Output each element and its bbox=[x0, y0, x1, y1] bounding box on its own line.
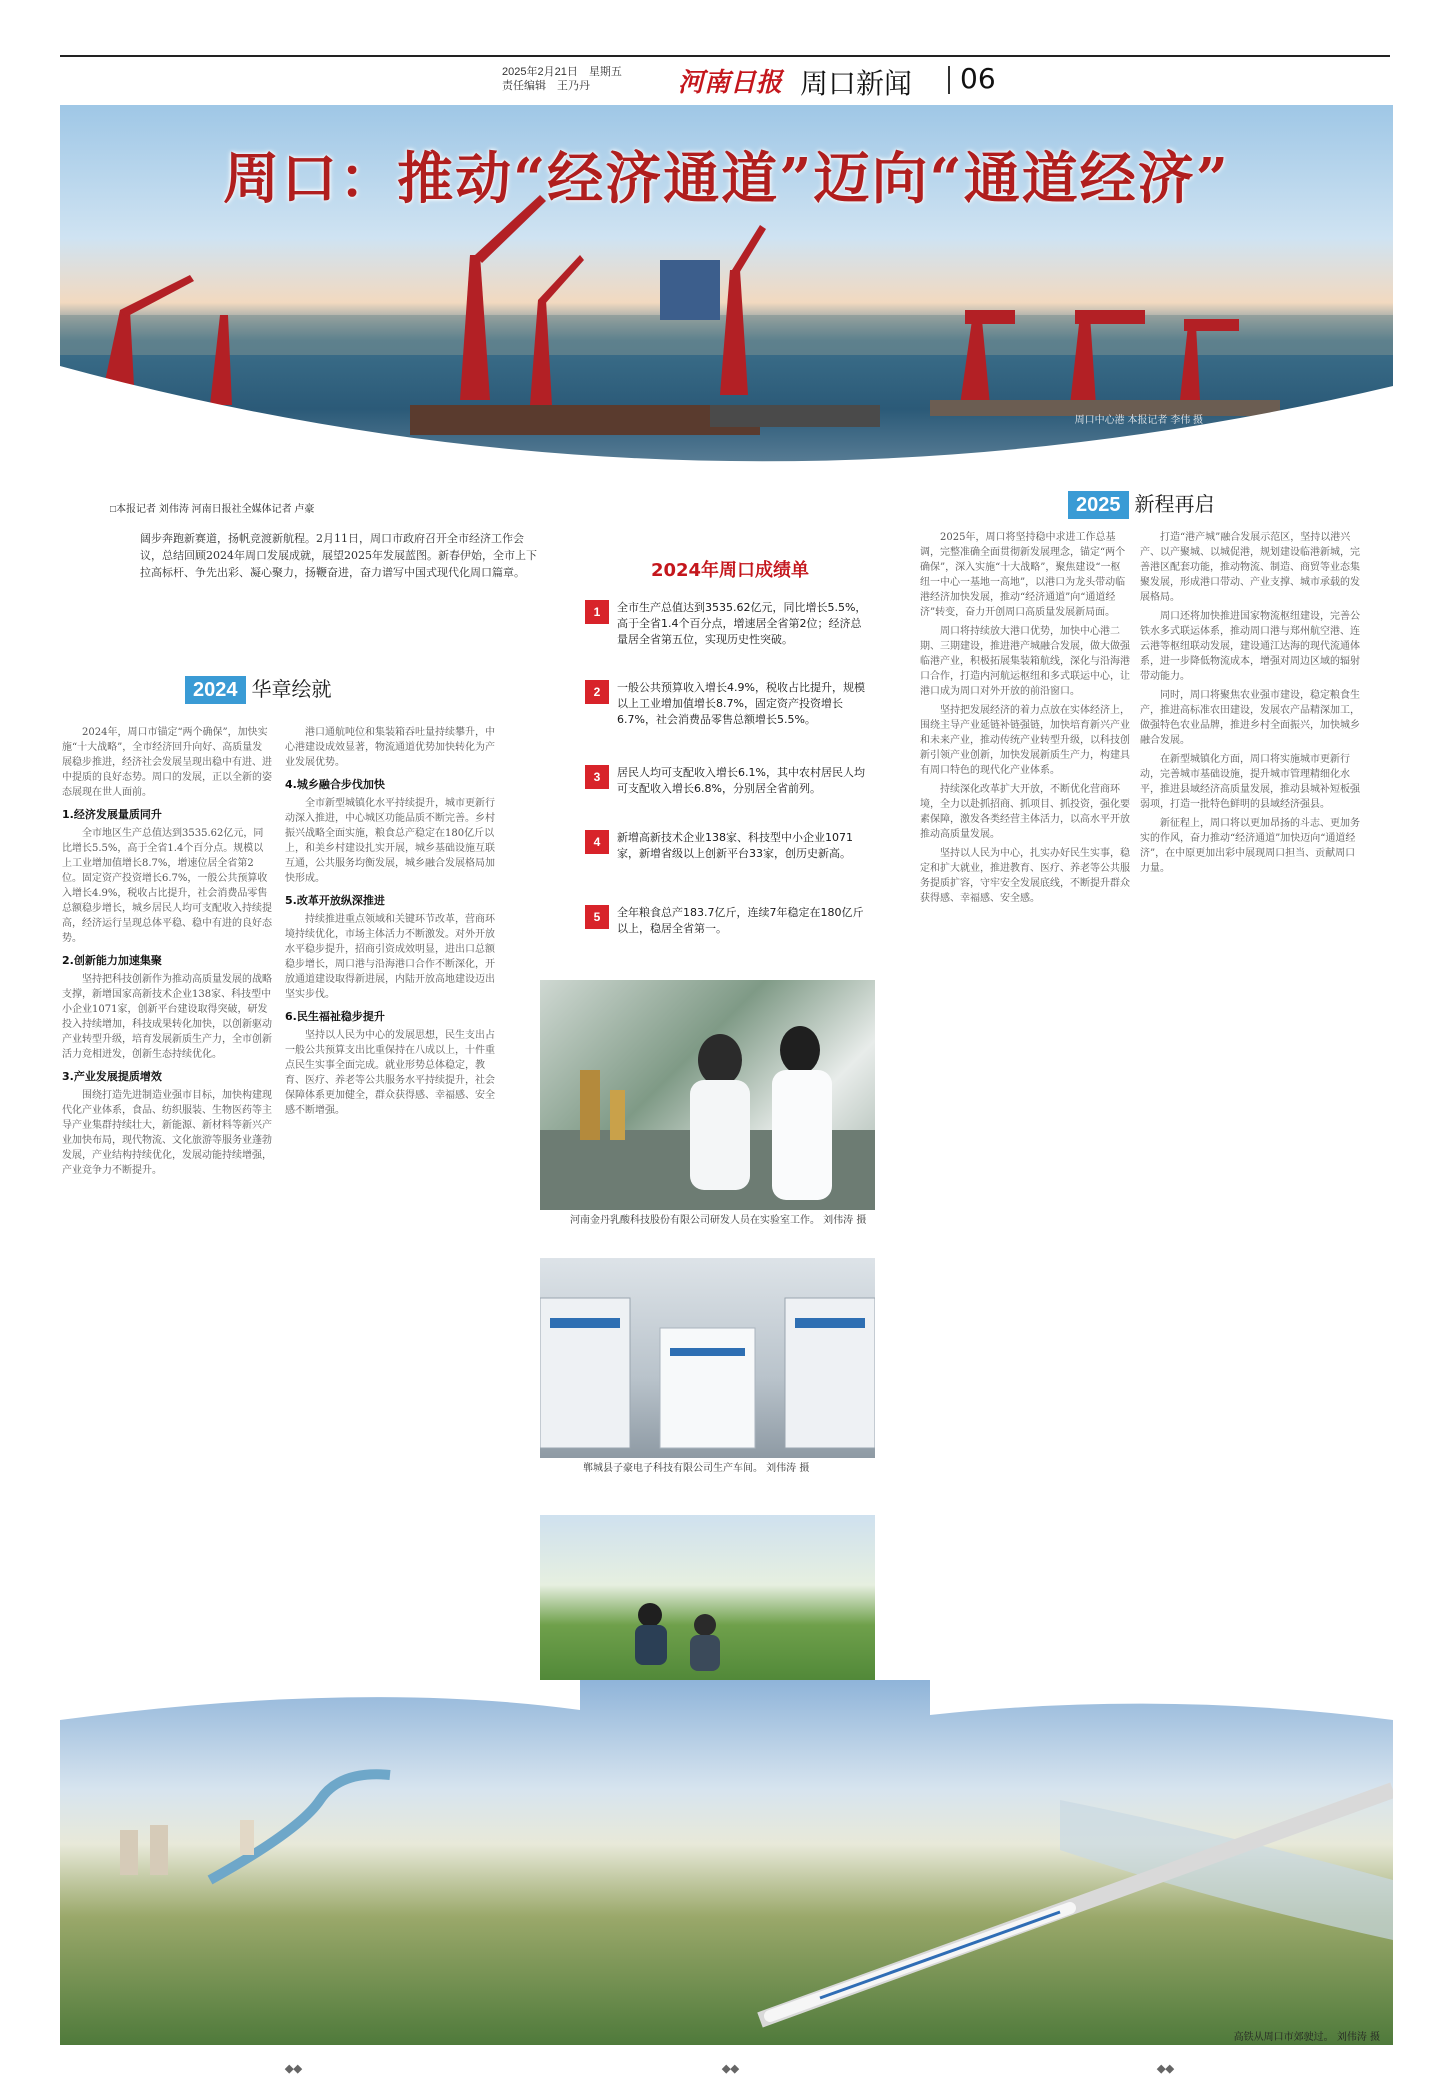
achievement-text: 居民人均可支配收入增长6.1%，其中农村居民人均可支配收入增长6.8%，分别居全省前列。 bbox=[617, 766, 865, 795]
achievement-number: 5 bbox=[585, 905, 609, 929]
newspaper-logo: 河南日报 bbox=[678, 68, 783, 98]
masthead bbox=[490, 60, 1050, 100]
paragraph: 2025年，周口将坚持稳中求进工作总基调，完整准确全面贯彻新发展理念，锚定“两个确保”，深入实施“十大战略”，聚焦建设“一枢纽一中心一基地一高地”，以港口为龙头带动临港经济加快发展，推动“经济通道”向“通道经济”转变，奋力开创周口高质量发展新局面。 bbox=[920, 532, 1126, 618]
railway-aerial-photo bbox=[60, 1680, 1393, 2045]
masthead-divider bbox=[948, 66, 950, 94]
intro-paragraph: 阔步奔跑新赛道，扬帆竞渡新航程。2月11日，周口市政府召开全市经济工作会议，总结回顾2024年周口发展成就，展望2025年发展蓝图。新春伊始，全市上下拉高标杆、争先出彩、凝心聚力，扬鞭奋进，奋力谱写中国式现代化周口篇章。 bbox=[140, 532, 537, 579]
paragraph: 坚持以人民为中心的发展思想，民生支出占一般公共预算支出比重保持在八成以上，十件重点民生实事全面完成。就业形势总体稳定，教育、医疗、养老等公共服务水平持续提升，社会保障体系更加健全，群众获得感、幸福感、安全感不断增强。 bbox=[285, 1030, 495, 1116]
achievement-text: 新增高新技术企业138家、科技型中小企业1071家，新增省级以上创新平台33家，创历史新高。 bbox=[617, 831, 853, 860]
factory-photo-caption: 郸城县子豪电子科技有限公司生产车间。 刘伟涛 摄 bbox=[583, 1463, 810, 1474]
subheading: 1.经济发展量质同升 bbox=[62, 808, 162, 821]
achievement-text: 全年粮食总产183.7亿斤，连续7年稳定在180亿斤以上，稳居全省第一。 bbox=[617, 906, 864, 935]
paragraph: 围绕打造先进制造业强市目标，加快构建现代化产业体系，食品、纺织服装、生物医药等主导产业集群持续壮大，新能源、新材料等新兴产业加快布局，现代物流、文化旅游等服务业蓬勃发展，产业结构持续优化，发展动能持续增强，产业竞争力不断提升。 bbox=[62, 1090, 272, 1176]
section-title: 华章绘就 bbox=[251, 677, 332, 701]
railway-scene-illustration bbox=[60, 1680, 1393, 2045]
byline: □本报记者 刘伟涛 河南日报社全媒体记者 卢豪 bbox=[110, 504, 315, 515]
achievement-text: 一般公共预算收入增长4.9%，税收占比提升，规模以上工业增加值增长8.7%，固定资产投资增长6.7%，社会消费品零售总额增长5.5%。 bbox=[617, 681, 865, 726]
paragraph: 打造“港产城”融合发展示范区，坚持以港兴产、以产聚城、以城促港，规划建设临港新城，完善港区配套功能，推动物流、制造、商贸等业态集聚发展，形成港口带动、产业支撑、城市承载的发展格局。 bbox=[1140, 532, 1360, 603]
subheading: 5.改革开放纵深推进 bbox=[285, 894, 385, 907]
paragraph: 周口将持续放大港口优势，加快中心港二期、三期建设，推进港产城融合发展，做大做强临港产业，积极拓展集装箱航线，深化与沿海港口合作，打造内河航运枢纽和多式联运中心，让港口成为周口对外开放的前沿窗口。 bbox=[920, 626, 1130, 697]
footer-marker: ◆◆ bbox=[285, 2063, 302, 2075]
achievement-number: 3 bbox=[585, 765, 609, 789]
section-year: 2025 bbox=[1068, 491, 1129, 519]
section-year: 2024 bbox=[185, 676, 246, 704]
achievement-number: 2 bbox=[585, 680, 609, 704]
hero-photo bbox=[60, 105, 1393, 485]
date-line bbox=[502, 65, 622, 93]
paragraph: 持续推进重点领域和关键环节改革，营商环境持续优化，市场主体活力不断激发。对外开放水平稳步提升，招商引资成效明显，进出口总额稳步增长，周口港与沿海港口合作不断深化，开放通道建设取得新进展，内陆开放高地建设迈出坚实步伐。 bbox=[285, 914, 495, 1000]
paragraph: 同时，周口将聚焦农业强市建设，稳定粮食生产，推进高标准农田建设，发展农产品精深加工，做强特色农业品牌，推进乡村全面振兴，加快城乡融合发展。 bbox=[1140, 690, 1360, 746]
paragraph: 2024年，周口市锚定“两个确保”，加快实施“十大战略”，全市经济回升向好、高质量发展稳步推进，经济社会发展呈现出稳中有进、进中提质的良好态势。周口的发展，正以全新的姿态展现在世人面前。 bbox=[62, 727, 272, 798]
lab-photo-caption: 河南金丹乳酸科技股份有限公司研发人员在实验室工作。 刘伟涛 摄 bbox=[570, 1215, 867, 1226]
subheading: 6.民生福祉稳步提升 bbox=[285, 1010, 385, 1023]
subheading: 2.创新能力加速集聚 bbox=[62, 954, 162, 967]
paragraph: 在新型城镇化方面，周口将实施城市更新行动，完善城市基础设施，提升城市管理精细化水平，推进县域经济高质量发展，推动县城补短板强弱项，打造一批特色鲜明的县域经济强县。 bbox=[1140, 754, 1360, 810]
editor-text: 责任编辑 王乃丹 bbox=[502, 80, 590, 92]
section-2024-heading bbox=[185, 675, 332, 703]
paragraph: 坚持把科技创新作为推动高质量发展的战略支撑，新增国家高新技术企业138家、科技型中小企业1071家，创新平台建设取得突破，研发投入持续增加，科技成果转化加快，以创新驱动产业转型升级，培育发展新质生产力，全市创新活力竞相迸发，创新生态持续优化。 bbox=[62, 974, 272, 1060]
section-name: 周口新闻 bbox=[800, 67, 913, 100]
page-number: 06 bbox=[960, 62, 996, 95]
lab-photo bbox=[540, 980, 875, 1210]
date-text: 2025年2月21日 星期五 bbox=[502, 66, 622, 78]
paragraph: 全市新型城镇化水平持续提升，城市更新行动深入推进，中心城区功能品质不断完善。乡村振兴战略全面实施，粮食总产稳定在180亿斤以上，和美乡村建设扎实开展，城乡基础设施互联互通，公共服务均衡发展，城乡融合发展格局加快形成。 bbox=[285, 798, 495, 884]
paragraph: 坚持以人民为中心，扎实办好民生实事，稳定和扩大就业，推进教育、医疗、养老等公共服务提质扩容，守牢安全发展底线，不断提升群众获得感、幸福感、安全感。 bbox=[920, 848, 1130, 904]
factory-photo bbox=[540, 1258, 875, 1458]
article-column-1 bbox=[62, 725, 272, 1605]
subheading: 3.产业发展提质增效 bbox=[62, 1070, 162, 1083]
footer-marker: ◆◆ bbox=[722, 2063, 739, 2075]
achievements-title: 2024年周口成绩单 bbox=[650, 560, 810, 581]
paragraph: 港口通航吨位和集装箱吞吐量持续攀升，中心港建设成效显著，物流通道优势加快转化为产业发展优势。 bbox=[285, 727, 495, 768]
lab-scene-illustration bbox=[540, 980, 875, 1210]
paragraph: 周口还将加快推进国家物流枢纽建设，完善公铁水多式联运体系，推动周口港与郑州航空港、连云港等枢纽联动发展，建设通江达海的现代流通体系，进一步降低物流成本，增强对周边区域的辐射带动能力。 bbox=[1140, 611, 1360, 682]
paragraph: 坚持把发展经济的着力点放在实体经济上，围绕主导产业延链补链强链，加快培育新兴产业和未来产业，推动传统产业转型升级，以科技创新引领产业创新，加快发展新质生产力，构建具有周口特色的现代化产业体系。 bbox=[920, 705, 1130, 776]
section-2025-heading bbox=[1068, 490, 1215, 518]
achievement-text: 全市生产总值达到3535.62亿元，同比增长5.5%，高于全省1.4个百分点，增速居全省第2位；经济总量居全省第五位，实现历史性突破。 bbox=[617, 601, 867, 646]
achievement-number: 4 bbox=[585, 830, 609, 854]
paragraph: 全市地区生产总值达到3535.62亿元，同比增长5.5%，高于全省1.4个百分点。规模以上工业增加值增长8.7%，增速位居全省第2位。固定资产投资增长6.7%，一般公共预算收入增长4.9%，税收占比提升，社会消费品零售总额稳步增长，城乡居民人均可支配收入持续提高，经济运行呈现总体平稳、稳中有进的良好态势。 bbox=[62, 828, 272, 944]
paragraph: 持续深化改革扩大开放，不断优化营商环境，全力以赴抓招商、抓项目、抓投资，强化要素保障，激发各类经营主体活力，以高水平开放推动高质量发展。 bbox=[920, 784, 1130, 840]
article-column-2 bbox=[285, 725, 495, 1605]
paragraph: 新征程上，周口将以更加昂扬的斗志、更加务实的作风，奋力推动“经济通道”加快迈向“通道经济”，在中原更加出彩中展现周口担当、贡献周口力量。 bbox=[1140, 818, 1360, 874]
article-column-4 bbox=[1140, 530, 1365, 1680]
top-rule bbox=[60, 55, 1390, 57]
bottom-photo-caption: 高铁从周口市郊驶过。 刘伟涛 摄 bbox=[1233, 2032, 1380, 2043]
article-column-3 bbox=[920, 530, 1130, 1710]
subheading: 4.城乡融合步伐加快 bbox=[285, 778, 385, 791]
hero-caption: 周口中心港 本报记者 李伟 摄 bbox=[1074, 415, 1203, 426]
headline: 周口：推动“经济通道”迈向“通道经济” bbox=[223, 146, 1230, 212]
footer-marker: ◆◆ bbox=[1157, 2063, 1174, 2075]
section-title: 新程再启 bbox=[1134, 492, 1215, 516]
factory-scene-illustration bbox=[540, 1258, 875, 1458]
achievement-number: 1 bbox=[585, 600, 609, 624]
